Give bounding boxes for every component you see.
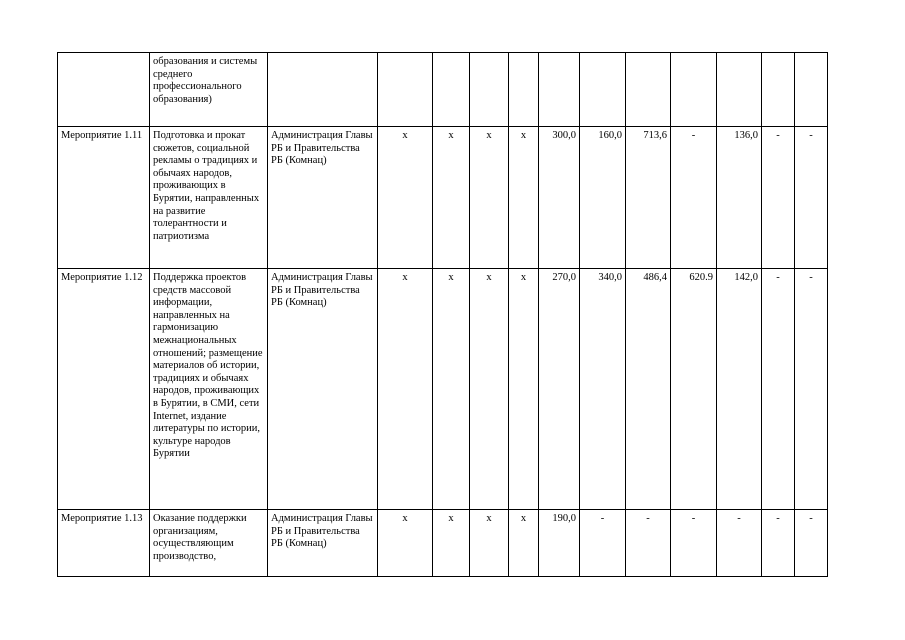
- value-cell: [626, 53, 671, 127]
- value-cell: x: [433, 127, 470, 269]
- value-cell: 270,0: [539, 269, 580, 510]
- value-cell: 190,0: [539, 510, 580, 577]
- value-cell: [433, 53, 470, 127]
- value-cell: 136,0: [717, 127, 762, 269]
- value-cell: 486,4: [626, 269, 671, 510]
- value-cell: x: [433, 510, 470, 577]
- value-cell: x: [470, 510, 509, 577]
- value-cell: [509, 53, 539, 127]
- value-cell: -: [671, 127, 717, 269]
- value-cell: x: [378, 127, 433, 269]
- executor-cell: Администрация Главы РБ и Правительства РБ (Комнац): [268, 269, 378, 510]
- value-cell: 160,0: [580, 127, 626, 269]
- value-cell: [762, 53, 795, 127]
- program-events-table: [57, 52, 828, 577]
- value-cell: x: [509, 127, 539, 269]
- description-cell: Поддержка проектов средств массовой информации, направленных на гармонизацию межнациональных отношений; размещение материалов об истории, традициях и обычаях народов, проживающих в Бурятии, в СМИ, сети Internet, издание литературы по истории, культуре народов Бурятии: [150, 269, 268, 510]
- value-cell: [717, 53, 762, 127]
- value-cell: -: [580, 510, 626, 577]
- value-cell: [795, 53, 828, 127]
- value-cell: -: [795, 269, 828, 510]
- value-cell: -: [795, 510, 828, 577]
- value-cell: 142,0: [717, 269, 762, 510]
- value-cell: x: [433, 269, 470, 510]
- value-cell: 300,0: [539, 127, 580, 269]
- executor-cell: Администрация Главы РБ и Правительства РБ (Комнац): [268, 127, 378, 269]
- value-cell: -: [762, 127, 795, 269]
- value-cell: -: [626, 510, 671, 577]
- value-cell: 620.9: [671, 269, 717, 510]
- table-row: [58, 53, 828, 127]
- executor-cell: [268, 53, 378, 127]
- event-cell: Мероприятие 1.12: [58, 269, 150, 510]
- value-cell: [671, 53, 717, 127]
- value-cell: 340,0: [580, 269, 626, 510]
- table-row: [58, 510, 828, 577]
- value-cell: x: [509, 510, 539, 577]
- value-cell: -: [671, 510, 717, 577]
- value-cell: x: [378, 510, 433, 577]
- value-cell: [539, 53, 580, 127]
- value-cell: x: [509, 269, 539, 510]
- value-cell: [470, 53, 509, 127]
- value-cell: x: [378, 269, 433, 510]
- value-cell: [580, 53, 626, 127]
- description-cell: образования и системы среднего профессионального образования): [150, 53, 268, 127]
- table-row: [58, 127, 828, 269]
- value-cell: -: [717, 510, 762, 577]
- event-cell: Мероприятие 1.11: [58, 127, 150, 269]
- value-cell: x: [470, 127, 509, 269]
- value-cell: -: [762, 510, 795, 577]
- table-row: [58, 269, 828, 510]
- value-cell: -: [795, 127, 828, 269]
- value-cell: x: [470, 269, 509, 510]
- event-cell: Мероприятие 1.13: [58, 510, 150, 577]
- value-cell: 713,6: [626, 127, 671, 269]
- executor-cell: Администрация Главы РБ и Правительства РБ (Комнац): [268, 510, 378, 577]
- value-cell: [378, 53, 433, 127]
- description-cell: Подготовка и прокат сюжетов, социальной рекламы о традициях и обычаях народов, проживающих в Бурятии, направленных на развитие толерантности и патриотизма: [150, 127, 268, 269]
- event-cell: [58, 53, 150, 127]
- description-cell: Оказание поддержки организациям, осуществляющим производство,: [150, 510, 268, 577]
- value-cell: -: [762, 269, 795, 510]
